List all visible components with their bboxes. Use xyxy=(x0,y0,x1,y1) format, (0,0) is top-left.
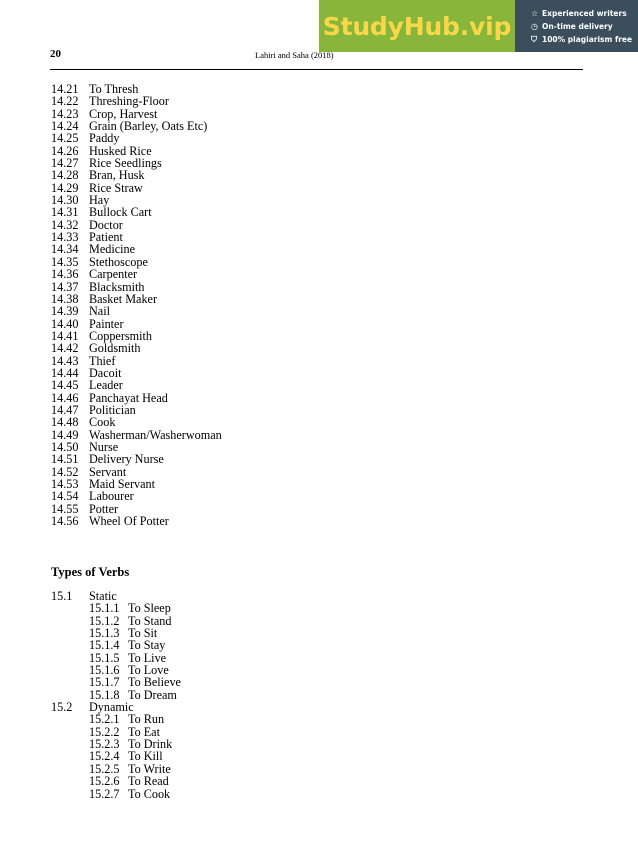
list-item xyxy=(51,342,581,354)
item-label: Bran, Husk xyxy=(89,168,145,183)
item-number: 14.49 xyxy=(51,427,79,442)
feature-list xyxy=(515,0,638,52)
item-label: Thief xyxy=(89,353,116,368)
verb-number: 15.1.2 xyxy=(89,613,120,628)
list-item xyxy=(51,95,581,107)
verb-label: To Stay xyxy=(128,638,166,653)
item-number: 14.37 xyxy=(51,279,79,294)
item-label: Threshing-Floor xyxy=(89,94,169,109)
item-label: Nail xyxy=(89,304,110,319)
verb-label: To Write xyxy=(128,761,171,776)
verb-number: 15.1.8 xyxy=(89,687,120,702)
verb-number: 15.1.3 xyxy=(89,626,120,641)
item-number: 14.48 xyxy=(51,415,79,430)
brand-logo[interactable] xyxy=(319,0,515,52)
brand-name: StudyHub.vip xyxy=(322,11,512,41)
verb-label: To Live xyxy=(128,650,167,665)
item-label: Maid Servant xyxy=(89,477,156,491)
feature-item xyxy=(531,20,638,33)
item-label: Potter xyxy=(89,501,119,516)
list-item xyxy=(51,355,581,367)
header-rule xyxy=(50,69,583,70)
feature-label: Experienced writers xyxy=(542,9,627,18)
item-number: 14.35 xyxy=(51,254,79,269)
item-number: 14.43 xyxy=(51,353,79,368)
item-number: 14.44 xyxy=(51,365,79,380)
item-label: Doctor xyxy=(89,217,123,232)
verb-number: 15.1.6 xyxy=(89,663,120,678)
item-number: 14.40 xyxy=(51,316,79,331)
list-item xyxy=(51,453,581,465)
item-label: To Thresh xyxy=(89,82,139,96)
verb-number: 15.1.1 xyxy=(89,601,120,616)
item-label: Grain (Barley, Oats Etc) xyxy=(89,119,208,134)
item-number: 14.32 xyxy=(51,217,79,232)
verb-number: 15.2.4 xyxy=(89,749,120,764)
list-item xyxy=(51,429,581,441)
list-item xyxy=(51,416,581,428)
category-label: Static xyxy=(89,589,117,603)
verb-item xyxy=(51,602,581,614)
feature-item xyxy=(531,7,638,20)
studyhub-banner[interactable] xyxy=(319,0,638,52)
list-item xyxy=(51,206,581,218)
list-item xyxy=(51,305,581,317)
item-label: Labourer xyxy=(89,489,134,504)
item-number: 14.23 xyxy=(51,106,79,121)
item-number: 14.52 xyxy=(51,464,79,479)
feature-label: On-time delivery xyxy=(542,22,613,31)
list-item xyxy=(51,132,581,144)
item-number: 14.45 xyxy=(51,378,79,393)
verb-label: To Love xyxy=(128,663,169,678)
item-label: Crop, Harvest xyxy=(89,106,158,121)
page-number: 20 xyxy=(50,48,61,60)
item-label: Goldsmith xyxy=(89,341,141,356)
item-label: Medicine xyxy=(89,242,136,257)
verb-label: To Eat xyxy=(128,724,160,739)
item-label: Carpenter xyxy=(89,267,138,282)
list-item xyxy=(51,367,581,379)
verb-label: To Sleep xyxy=(128,601,171,616)
item-label: Paddy xyxy=(89,131,120,146)
item-label: Stethoscope xyxy=(89,254,148,269)
verb-number: 15.2.1 xyxy=(89,712,120,727)
item-number: 14.31 xyxy=(51,205,79,220)
item-label: Hay xyxy=(89,193,110,208)
verb-label: To Dream xyxy=(128,687,177,702)
item-label: Painter xyxy=(89,316,124,331)
verb-label: To Believe xyxy=(128,675,181,690)
feature-item xyxy=(531,33,638,46)
item-number: 14.38 xyxy=(51,291,79,306)
verb-number: 15.2.2 xyxy=(89,724,120,739)
verb-number: 15.1.7 xyxy=(89,675,120,690)
verb-label: To Cook xyxy=(128,786,171,801)
list-item xyxy=(51,182,581,194)
verb-number: 15.1.5 xyxy=(89,650,120,665)
verb-item xyxy=(51,676,581,688)
shield-check-icon: ⛉ xyxy=(531,34,537,44)
item-number: 14.50 xyxy=(51,439,79,454)
list-item xyxy=(51,404,581,416)
item-number: 14.54 xyxy=(51,489,79,504)
list-item xyxy=(51,120,581,132)
list-item xyxy=(51,169,581,181)
verb-types-list xyxy=(51,590,581,800)
item-number: 14.27 xyxy=(51,156,79,171)
star-outline-icon: ☆ xyxy=(531,9,539,18)
item-label: Delivery Nurse xyxy=(89,452,164,467)
item-number: 14.39 xyxy=(51,304,79,319)
verb-label: To Stand xyxy=(128,613,172,628)
item-label: Basket Maker xyxy=(89,291,158,306)
item-number: 14.30 xyxy=(51,193,79,208)
item-number: 14.55 xyxy=(51,501,79,516)
item-label: Rice Seedlings xyxy=(89,156,162,171)
item-number: 14.26 xyxy=(51,143,79,158)
item-label: Nurse xyxy=(89,439,119,454)
category-number: 15.1 xyxy=(51,589,73,603)
item-number: 14.22 xyxy=(51,94,79,109)
list-item xyxy=(51,281,581,293)
list-item xyxy=(51,490,581,502)
verb-item xyxy=(51,713,581,725)
verb-item xyxy=(51,775,581,787)
verb-label: To Read xyxy=(128,774,169,789)
item-number: 14.21 xyxy=(51,82,79,96)
running-head: Lahiri and Saha (2018) xyxy=(255,50,334,60)
vocabulary-list xyxy=(51,83,581,527)
item-number: 14.47 xyxy=(51,402,79,417)
verb-label: To Drink xyxy=(128,737,173,752)
item-label: Husked Rice xyxy=(89,143,152,158)
verb-item xyxy=(51,639,581,651)
category-label: Dynamic xyxy=(89,700,134,715)
item-number: 14.53 xyxy=(51,477,79,491)
item-number: 14.29 xyxy=(51,180,79,195)
item-number: 14.56 xyxy=(51,514,79,529)
item-number: 14.25 xyxy=(51,131,79,146)
verb-label: To Run xyxy=(128,712,165,727)
verb-number: 15.1.4 xyxy=(89,638,120,653)
category-number: 15.2 xyxy=(51,700,73,715)
item-label: Rice Straw xyxy=(89,180,143,195)
verb-number: 15.2.6 xyxy=(89,774,120,789)
item-number: 14.41 xyxy=(51,328,79,343)
list-item xyxy=(51,293,581,305)
list-item xyxy=(51,219,581,231)
verb-number: 15.2.3 xyxy=(89,737,120,752)
item-number: 14.46 xyxy=(51,390,79,405)
item-label: Leader xyxy=(89,378,123,393)
item-number: 14.33 xyxy=(51,230,79,245)
verb-number: 15.2.5 xyxy=(89,761,120,776)
verb-label: To Sit xyxy=(128,626,158,641)
feature-label: 100% plagiarism free xyxy=(542,35,633,44)
item-number: 14.28 xyxy=(51,168,79,183)
section-title: Types of Verbs xyxy=(51,565,130,579)
item-number: 14.42 xyxy=(51,341,79,356)
item-label: Coppersmith xyxy=(89,328,152,343)
item-label: Wheel Of Potter xyxy=(89,514,169,529)
verb-label: To Kill xyxy=(128,749,163,764)
verb-item xyxy=(51,750,581,762)
list-item xyxy=(51,268,581,280)
item-label: Washerman/Washerwoman xyxy=(89,427,222,442)
item-label: Patient xyxy=(89,230,123,245)
item-number: 14.24 xyxy=(51,119,79,134)
item-label: Dacoit xyxy=(89,365,122,380)
verb-item xyxy=(51,788,581,800)
item-label: Cook xyxy=(89,415,116,430)
item-label: Bullock Cart xyxy=(89,205,152,220)
item-number: 14.36 xyxy=(51,267,79,282)
item-label: Panchayat Head xyxy=(89,390,168,405)
clock-icon: ◷ xyxy=(531,22,538,31)
list-item xyxy=(51,515,581,527)
verb-number: 15.2.7 xyxy=(89,786,120,801)
item-number: 14.51 xyxy=(51,452,79,467)
list-item xyxy=(51,379,581,391)
item-label: Servant xyxy=(89,464,127,479)
item-label: Politician xyxy=(89,402,136,417)
item-number: 14.34 xyxy=(51,242,79,257)
list-item xyxy=(51,243,581,255)
item-label: Blacksmith xyxy=(89,279,145,294)
